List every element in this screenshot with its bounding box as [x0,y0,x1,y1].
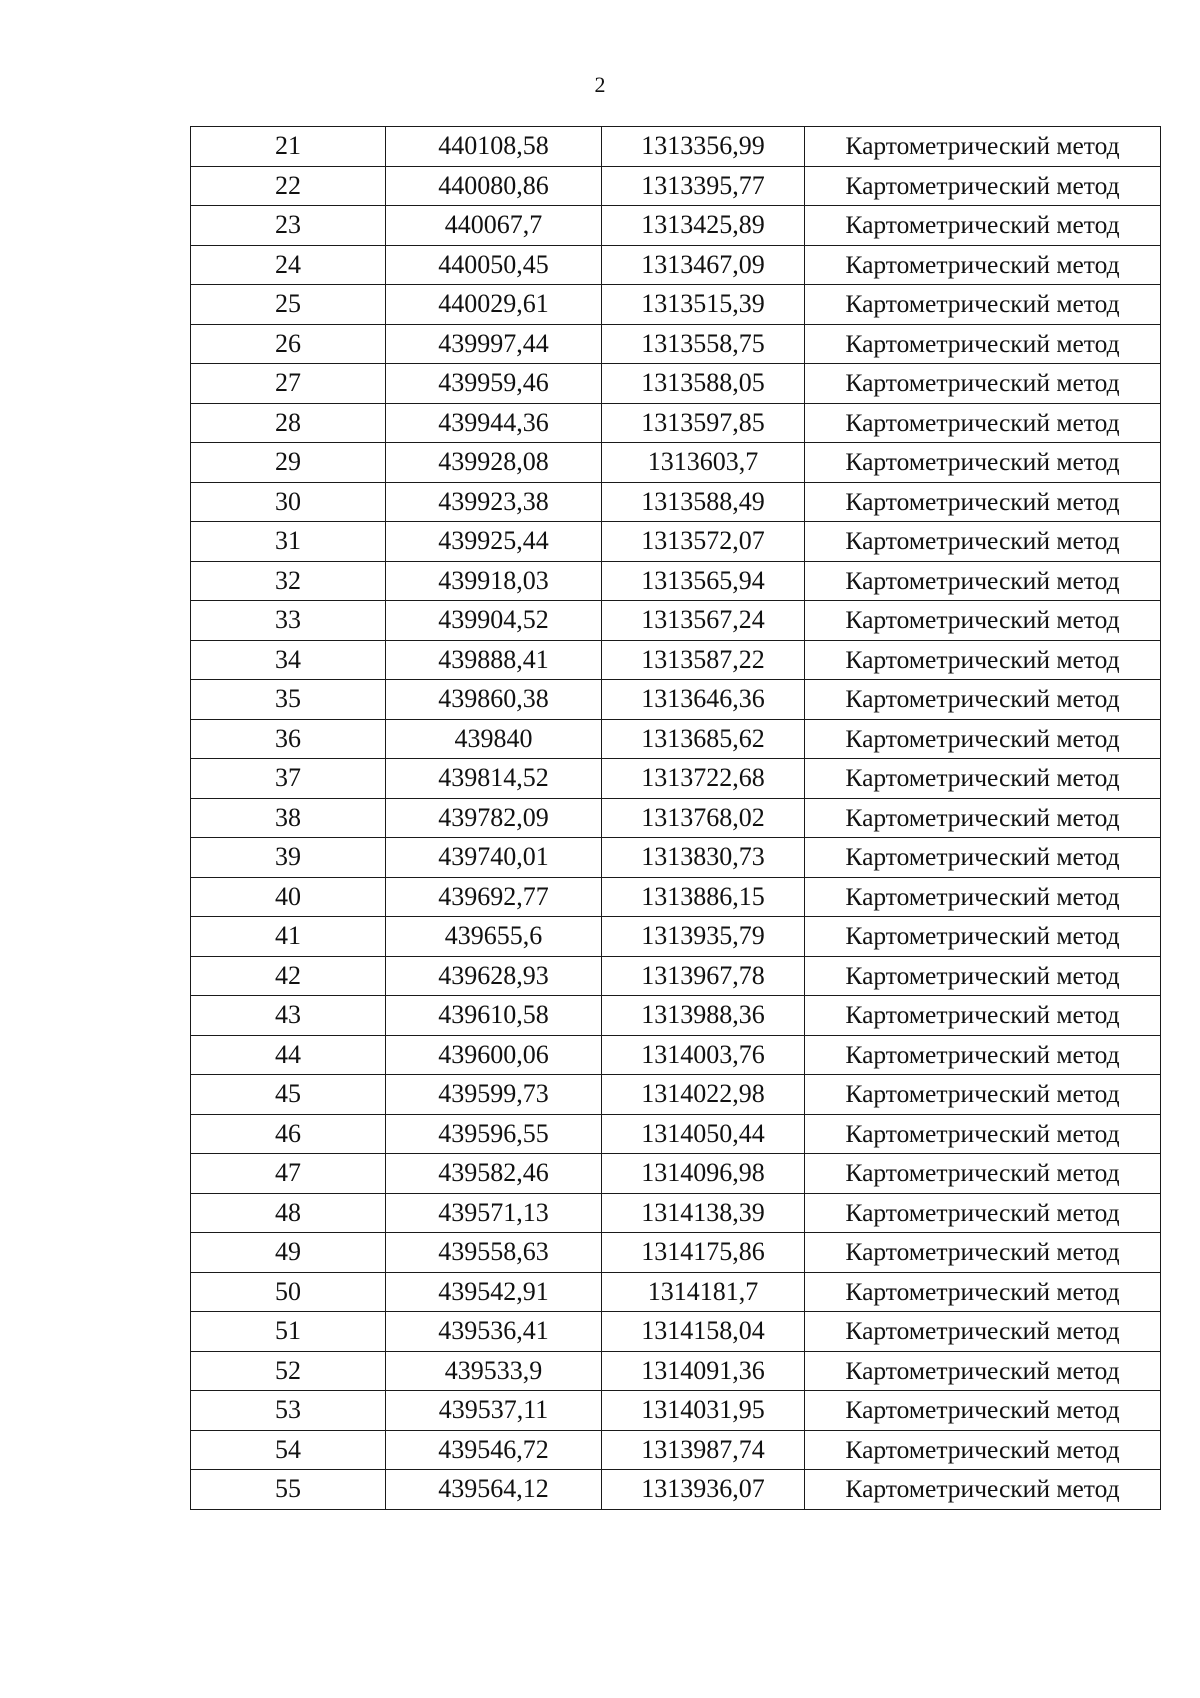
method-cell: Картометрический метод [805,956,1161,996]
x-coordinate-cell: 439596,55 [386,1114,602,1154]
y-coordinate-cell: 1314050,44 [602,1114,805,1154]
table-row [191,877,1161,917]
table-row [191,443,1161,483]
table-row [191,996,1161,1036]
table-row [191,324,1161,364]
point-number-cell: 52 [191,1351,386,1391]
table-row [191,601,1161,641]
table-row [191,522,1161,562]
point-number-cell: 26 [191,324,386,364]
method-cell: Картометрический метод [805,127,1161,167]
point-number-cell: 54 [191,1430,386,1470]
y-coordinate-cell: 1313603,7 [602,443,805,483]
table-row [191,1193,1161,1233]
method-cell: Картометрический метод [805,1154,1161,1194]
method-cell: Картометрический метод [805,1035,1161,1075]
x-coordinate-cell: 439571,13 [386,1193,602,1233]
method-cell: Картометрический метод [805,1470,1161,1510]
method-cell: Картометрический метод [805,759,1161,799]
table-row [191,166,1161,206]
point-number-cell: 39 [191,838,386,878]
point-number-cell: 44 [191,1035,386,1075]
table-row [191,640,1161,680]
y-coordinate-cell: 1313685,62 [602,719,805,759]
point-number-cell: 21 [191,127,386,167]
table-row [191,1351,1161,1391]
y-coordinate-cell: 1313886,15 [602,877,805,917]
y-coordinate-cell: 1313597,85 [602,403,805,443]
x-coordinate-cell: 439564,12 [386,1470,602,1510]
method-cell: Картометрический метод [805,917,1161,957]
y-coordinate-cell: 1313936,07 [602,1470,805,1510]
y-coordinate-cell: 1313572,07 [602,522,805,562]
point-number-cell: 37 [191,759,386,799]
table-row [191,798,1161,838]
x-coordinate-cell: 439558,63 [386,1233,602,1273]
x-coordinate-cell: 439997,44 [386,324,602,364]
y-coordinate-cell: 1313567,24 [602,601,805,641]
method-cell: Картометрический метод [805,601,1161,641]
table-row [191,1233,1161,1273]
table-row [191,1154,1161,1194]
y-coordinate-cell: 1313987,74 [602,1430,805,1470]
y-coordinate-cell: 1313967,78 [602,956,805,996]
method-cell: Картометрический метод [805,798,1161,838]
point-number-cell: 47 [191,1154,386,1194]
y-coordinate-cell: 1314003,76 [602,1035,805,1075]
table-row [191,680,1161,720]
point-number-cell: 28 [191,403,386,443]
y-coordinate-cell: 1313515,39 [602,285,805,325]
point-number-cell: 53 [191,1391,386,1431]
point-number-cell: 35 [191,680,386,720]
method-cell: Картометрический метод [805,1391,1161,1431]
y-coordinate-cell: 1313425,89 [602,206,805,246]
method-cell: Картометрический метод [805,1312,1161,1352]
x-coordinate-cell: 439655,6 [386,917,602,957]
y-coordinate-cell: 1314158,04 [602,1312,805,1352]
point-number-cell: 43 [191,996,386,1036]
x-coordinate-cell: 439923,38 [386,482,602,522]
point-number-cell: 41 [191,917,386,957]
x-coordinate-cell: 439546,72 [386,1430,602,1470]
x-coordinate-cell: 439628,93 [386,956,602,996]
y-coordinate-cell: 1314181,7 [602,1272,805,1312]
point-number-cell: 45 [191,1075,386,1115]
table-row [191,403,1161,443]
table-row [191,482,1161,522]
y-coordinate-cell: 1313558,75 [602,324,805,364]
x-coordinate-cell: 439904,52 [386,601,602,641]
y-coordinate-cell: 1313587,22 [602,640,805,680]
table-row [191,1312,1161,1352]
point-number-cell: 38 [191,798,386,838]
x-coordinate-cell: 439918,03 [386,561,602,601]
table-row [191,206,1161,246]
method-cell: Картометрический метод [805,166,1161,206]
point-number-cell: 50 [191,1272,386,1312]
y-coordinate-cell: 1313588,05 [602,364,805,404]
table-row [191,1075,1161,1115]
y-coordinate-cell: 1313768,02 [602,798,805,838]
x-coordinate-cell: 439928,08 [386,443,602,483]
table-row [191,245,1161,285]
page-number: 2 [594,72,606,97]
y-coordinate-cell: 1313988,36 [602,996,805,1036]
method-cell: Картометрический метод [805,1272,1161,1312]
table-row [191,127,1161,167]
x-coordinate-cell: 439536,41 [386,1312,602,1352]
x-coordinate-cell: 439582,46 [386,1154,602,1194]
point-number-cell: 55 [191,1470,386,1510]
y-coordinate-cell: 1313395,77 [602,166,805,206]
y-coordinate-cell: 1314175,86 [602,1233,805,1273]
x-coordinate-cell: 439814,52 [386,759,602,799]
table-row [191,1470,1161,1510]
y-coordinate-cell: 1314138,39 [602,1193,805,1233]
x-coordinate-cell: 439782,09 [386,798,602,838]
method-cell: Картометрический метод [805,403,1161,443]
method-cell: Картометрический метод [805,522,1161,562]
point-number-cell: 27 [191,364,386,404]
point-number-cell: 30 [191,482,386,522]
x-coordinate-cell: 439860,38 [386,680,602,720]
method-cell: Картометрический метод [805,206,1161,246]
method-cell: Картометрический метод [805,561,1161,601]
x-coordinate-cell: 439840 [386,719,602,759]
y-coordinate-cell: 1313356,99 [602,127,805,167]
x-coordinate-cell: 439944,36 [386,403,602,443]
method-cell: Картометрический метод [805,1351,1161,1391]
table-row [191,1114,1161,1154]
point-number-cell: 51 [191,1312,386,1352]
x-coordinate-cell: 439542,91 [386,1272,602,1312]
method-cell: Картометрический метод [805,443,1161,483]
point-number-cell: 48 [191,1193,386,1233]
table-row [191,719,1161,759]
x-coordinate-cell: 440108,58 [386,127,602,167]
x-coordinate-cell: 439925,44 [386,522,602,562]
y-coordinate-cell: 1314022,98 [602,1075,805,1115]
x-coordinate-cell: 439533,9 [386,1351,602,1391]
method-cell: Картометрический метод [805,680,1161,720]
method-cell: Картометрический метод [805,1430,1161,1470]
method-cell: Картометрический метод [805,1075,1161,1115]
table-row [191,561,1161,601]
method-cell: Картометрический метод [805,482,1161,522]
table-row [191,759,1161,799]
table-row [191,838,1161,878]
point-number-cell: 31 [191,522,386,562]
table-row [191,1391,1161,1431]
x-coordinate-cell: 439888,41 [386,640,602,680]
method-cell: Картометрический метод [805,285,1161,325]
x-coordinate-cell: 440067,7 [386,206,602,246]
method-cell: Картометрический метод [805,640,1161,680]
point-number-cell: 40 [191,877,386,917]
point-number-cell: 32 [191,561,386,601]
method-cell: Картометрический метод [805,324,1161,364]
table-row [191,364,1161,404]
point-number-cell: 29 [191,443,386,483]
x-coordinate-cell: 439599,73 [386,1075,602,1115]
y-coordinate-cell: 1313588,49 [602,482,805,522]
point-number-cell: 24 [191,245,386,285]
y-coordinate-cell: 1314096,98 [602,1154,805,1194]
point-number-cell: 33 [191,601,386,641]
table-row [191,1035,1161,1075]
table-row [191,956,1161,996]
y-coordinate-cell: 1314091,36 [602,1351,805,1391]
coordinates-table [190,126,1161,1510]
x-coordinate-cell: 439959,46 [386,364,602,404]
y-coordinate-cell: 1313935,79 [602,917,805,957]
table-row [191,917,1161,957]
y-coordinate-cell: 1313565,94 [602,561,805,601]
method-cell: Картометрический метод [805,996,1161,1036]
table-row [191,1430,1161,1470]
method-cell: Картометрический метод [805,245,1161,285]
method-cell: Картометрический метод [805,719,1161,759]
y-coordinate-cell: 1313646,36 [602,680,805,720]
x-coordinate-cell: 440050,45 [386,245,602,285]
x-coordinate-cell: 439600,06 [386,1035,602,1075]
point-number-cell: 49 [191,1233,386,1273]
point-number-cell: 22 [191,166,386,206]
point-number-cell: 34 [191,640,386,680]
x-coordinate-cell: 440029,61 [386,285,602,325]
y-coordinate-cell: 1314031,95 [602,1391,805,1431]
method-cell: Картометрический метод [805,838,1161,878]
method-cell: Картометрический метод [805,364,1161,404]
method-cell: Картометрический метод [805,1193,1161,1233]
coordinates-table-body [191,127,1161,1510]
y-coordinate-cell: 1313722,68 [602,759,805,799]
y-coordinate-cell: 1313467,09 [602,245,805,285]
y-coordinate-cell: 1313830,73 [602,838,805,878]
point-number-cell: 46 [191,1114,386,1154]
point-number-cell: 25 [191,285,386,325]
point-number-cell: 23 [191,206,386,246]
x-coordinate-cell: 439537,11 [386,1391,602,1431]
method-cell: Картометрический метод [805,1233,1161,1273]
table-row [191,1272,1161,1312]
point-number-cell: 42 [191,956,386,996]
point-number-cell: 36 [191,719,386,759]
x-coordinate-cell: 439692,77 [386,877,602,917]
x-coordinate-cell: 439740,01 [386,838,602,878]
method-cell: Картометрический метод [805,1114,1161,1154]
x-coordinate-cell: 440080,86 [386,166,602,206]
table-row [191,285,1161,325]
x-coordinate-cell: 439610,58 [386,996,602,1036]
method-cell: Картометрический метод [805,877,1161,917]
